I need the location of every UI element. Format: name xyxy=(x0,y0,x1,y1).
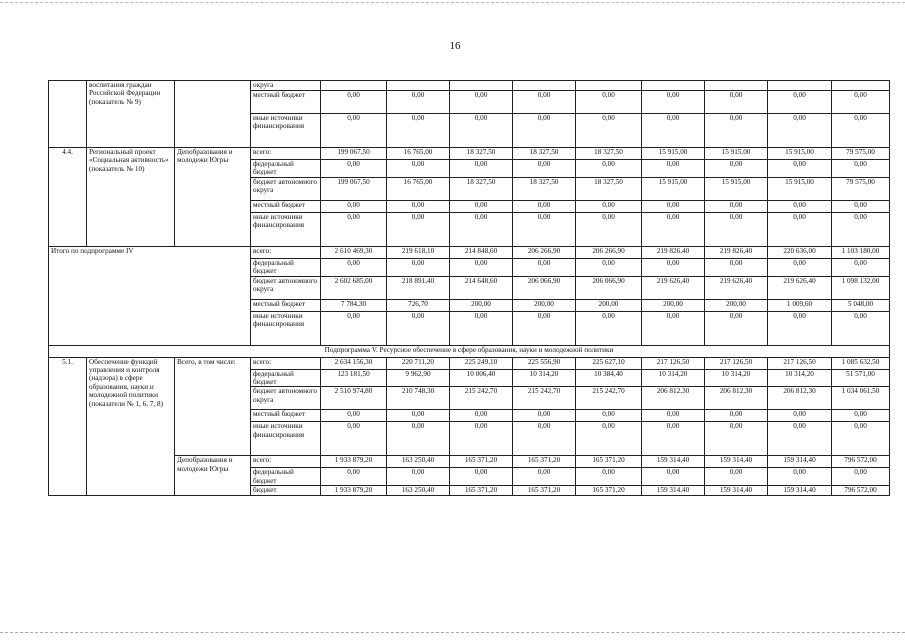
amount-cell: 2 602 685,00 xyxy=(321,276,387,299)
amount-cell: 0,00 xyxy=(321,468,387,486)
amount-cell: 0,00 xyxy=(768,468,832,486)
funding-source: иные источники финансирования xyxy=(251,212,321,246)
item-name: Региональный проект «Социальная активность» (показатель № 10) xyxy=(87,148,175,247)
amount-cell: 123 181,50 xyxy=(321,369,387,387)
amount-cell: 219 626,40 xyxy=(768,276,832,299)
amount-cell: 0,00 xyxy=(576,160,642,178)
amount-cell: 0,00 xyxy=(832,258,890,276)
amount-cell: 0,00 xyxy=(705,200,768,212)
amount-cell: 0,00 xyxy=(387,311,450,345)
amount-cell: 0,00 xyxy=(387,468,450,486)
amount-cell: 0,00 xyxy=(832,91,890,114)
budget-table xyxy=(48,80,890,496)
amount-cell: 16 765,00 xyxy=(387,148,450,160)
amount-cell: 0,00 xyxy=(705,468,768,486)
amount-cell: 0,00 xyxy=(642,200,705,212)
amount-cell: 10 314,20 xyxy=(768,369,832,387)
amount-cell: 0,00 xyxy=(768,410,832,422)
amount-cell: 214 848,60 xyxy=(450,246,513,258)
amount-cell: 15 915,00 xyxy=(705,177,768,200)
subprogram-heading-row xyxy=(49,345,890,357)
amount-cell: 200,00 xyxy=(705,299,768,311)
amount-cell xyxy=(576,81,642,91)
funding-source: бюджет автономного округа xyxy=(251,276,321,299)
amount-cell: 0,00 xyxy=(387,91,450,114)
amount-cell: 219 826,40 xyxy=(705,246,768,258)
responsible-executor: Депобразования и молодежи Югры xyxy=(175,456,251,496)
amount-cell: 0,00 xyxy=(576,212,642,246)
amount-cell: 214 648,60 xyxy=(450,276,513,299)
amount-cell: 0,00 xyxy=(450,91,513,114)
amount-cell: 0,00 xyxy=(387,212,450,246)
amount-cell: 0,00 xyxy=(642,468,705,486)
amount-cell: 0,00 xyxy=(705,258,768,276)
amount-cell: 0,00 xyxy=(705,422,768,456)
amount-cell: 206 812,30 xyxy=(642,387,705,410)
subprogram-title: Подпрограмма V. Ресурсное обеспечение в сфере образования, науки и молодежной политики xyxy=(49,345,890,357)
funding-source: всего: xyxy=(251,246,321,258)
amount-cell: 0,00 xyxy=(321,410,387,422)
amount-cell: 0,00 xyxy=(768,160,832,178)
amount-cell: 165 371,20 xyxy=(513,456,576,468)
amount-cell: 0,00 xyxy=(387,258,450,276)
amount-cell: 215 242,70 xyxy=(450,387,513,410)
amount-cell xyxy=(450,81,513,91)
amount-cell: 0,00 xyxy=(832,468,890,486)
amount-cell: 0,00 xyxy=(321,200,387,212)
amount-cell: 2 610 469,30 xyxy=(321,246,387,258)
amount-cell: 1 085 632,50 xyxy=(832,357,890,369)
amount-cell: 0,00 xyxy=(450,200,513,212)
subtotal-label: Итого по подпрограмме IV xyxy=(49,246,251,345)
amount-cell: 0,00 xyxy=(832,422,890,456)
amount-cell: 159 314,40 xyxy=(768,486,832,496)
amount-cell: 0,00 xyxy=(450,114,513,148)
amount-cell: 215 242,70 xyxy=(513,387,576,410)
funding-source: бюджет автономного округа xyxy=(251,387,321,410)
amount-cell: 0,00 xyxy=(768,91,832,114)
amount-cell: 15 915,00 xyxy=(768,177,832,200)
amount-cell: 0,00 xyxy=(321,91,387,114)
amount-cell: 206 812,30 xyxy=(705,387,768,410)
amount-cell: 796 572,00 xyxy=(832,456,890,468)
amount-cell: 18 327,50 xyxy=(513,177,576,200)
table-row xyxy=(49,246,890,258)
amount-cell: 159 314,40 xyxy=(642,486,705,496)
amount-cell: 225 627,10 xyxy=(576,357,642,369)
amount-cell: 163 250,40 xyxy=(387,486,450,496)
amount-cell: 165 371,20 xyxy=(450,486,513,496)
amount-cell: 0,00 xyxy=(513,114,576,148)
amount-cell: 159 314,40 xyxy=(768,456,832,468)
amount-cell: 206 066,90 xyxy=(513,276,576,299)
amount-cell: 206 812,30 xyxy=(768,387,832,410)
amount-cell: 0,00 xyxy=(321,258,387,276)
amount-cell: 0,00 xyxy=(321,212,387,246)
amount-cell: 199 067,50 xyxy=(321,148,387,160)
amount-cell: 10 006,40 xyxy=(450,369,513,387)
amount-cell: 0,00 xyxy=(705,311,768,345)
item-number: 5.1. xyxy=(49,357,87,496)
amount-cell: 796 572,00 xyxy=(832,486,890,496)
amount-cell: 1 103 180,00 xyxy=(832,246,890,258)
amount-cell: 206 066,90 xyxy=(576,276,642,299)
amount-cell: 165 371,20 xyxy=(576,456,642,468)
funding-source: всего: xyxy=(251,357,321,369)
amount-cell: 165 371,20 xyxy=(576,486,642,496)
amount-cell: 220 636,00 xyxy=(768,246,832,258)
amount-cell: 0,00 xyxy=(576,311,642,345)
item-name: воспитания граждан Российской Федерации (показатель № 9) xyxy=(87,81,175,148)
amount-cell: 0,00 xyxy=(576,91,642,114)
amount-cell xyxy=(832,81,890,91)
funding-source: местный бюджет xyxy=(251,410,321,422)
amount-cell: 219 626,40 xyxy=(705,276,768,299)
funding-source: федеральный бюджет xyxy=(251,468,321,486)
funding-source: всего: xyxy=(251,456,321,468)
amount-cell: 1 933 879,20 xyxy=(321,456,387,468)
amount-cell: 0,00 xyxy=(450,160,513,178)
amount-cell: 0,00 xyxy=(576,114,642,148)
amount-cell: 0,00 xyxy=(387,422,450,456)
amount-cell: 7 784,30 xyxy=(321,299,387,311)
amount-cell: 0,00 xyxy=(576,422,642,456)
amount-cell: 18 327,50 xyxy=(450,148,513,160)
funding-source: местный бюджет xyxy=(251,200,321,212)
amount-cell: 206 266,90 xyxy=(576,246,642,258)
amount-cell: 15 915,00 xyxy=(705,148,768,160)
amount-cell: 0,00 xyxy=(450,468,513,486)
amount-cell: 200,00 xyxy=(642,299,705,311)
amount-cell: 2 510 974,80 xyxy=(321,387,387,410)
amount-cell: 0,00 xyxy=(513,410,576,422)
page-number: 16 xyxy=(449,40,461,52)
amount-cell xyxy=(387,81,450,91)
amount-cell: 0,00 xyxy=(768,311,832,345)
amount-cell xyxy=(513,81,576,91)
amount-cell: 0,00 xyxy=(768,422,832,456)
amount-cell: 0,00 xyxy=(321,311,387,345)
amount-cell: 220 711,20 xyxy=(387,357,450,369)
amount-cell: 0,00 xyxy=(768,114,832,148)
amount-cell: 2 634 156,30 xyxy=(321,357,387,369)
amount-cell: 225 556,90 xyxy=(513,357,576,369)
responsible-executor: Депобразования и молодежи Югры xyxy=(175,148,251,247)
amount-cell: 0,00 xyxy=(576,258,642,276)
amount-cell: 1 034 061,50 xyxy=(832,387,890,410)
scan-top-edge xyxy=(0,2,905,4)
amount-cell: 165 371,20 xyxy=(513,486,576,496)
amount-cell: 0,00 xyxy=(705,114,768,148)
amount-cell: 0,00 xyxy=(642,91,705,114)
amount-cell xyxy=(705,81,768,91)
table-row xyxy=(49,81,890,91)
funding-source: округа xyxy=(251,81,321,91)
amount-cell: 10 314,20 xyxy=(513,369,576,387)
funding-source: бюджет xyxy=(251,486,321,496)
amount-cell: 159 314,40 xyxy=(705,456,768,468)
amount-cell: 159 314,40 xyxy=(705,486,768,496)
amount-cell: 215 242,70 xyxy=(576,387,642,410)
table-row xyxy=(49,357,890,369)
amount-cell: 0,00 xyxy=(513,200,576,212)
scan-bottom-edge xyxy=(0,632,905,634)
amount-cell: 15 915,00 xyxy=(642,148,705,160)
amount-cell: 0,00 xyxy=(576,200,642,212)
amount-cell: 0,00 xyxy=(321,160,387,178)
amount-cell: 217 126,50 xyxy=(768,357,832,369)
item-number: 4.4. xyxy=(49,148,87,247)
funding-source: федеральный бюджет xyxy=(251,160,321,178)
amount-cell: 0,00 xyxy=(705,91,768,114)
amount-cell: 0,00 xyxy=(642,114,705,148)
amount-cell: 0,00 xyxy=(513,422,576,456)
amount-cell: 0,00 xyxy=(513,212,576,246)
table-row xyxy=(49,456,890,468)
amount-cell: 200,00 xyxy=(576,299,642,311)
item-name: Обеспечение функций управления и контроля (надзора) в сфере образования, науки и молодежной политики (показатели № 1, 6, 7, 8) xyxy=(87,357,175,496)
amount-cell xyxy=(642,81,705,91)
amount-cell: 18 327,50 xyxy=(576,148,642,160)
amount-cell: 0,00 xyxy=(832,160,890,178)
amount-cell: 10 314,20 xyxy=(705,369,768,387)
funding-source: федеральный бюджет xyxy=(251,369,321,387)
amount-cell: 51 571,00 xyxy=(832,369,890,387)
amount-cell: 0,00 xyxy=(576,468,642,486)
amount-cell: 79 575,00 xyxy=(832,148,890,160)
amount-cell: 217 126,50 xyxy=(642,357,705,369)
amount-cell: 0,00 xyxy=(832,200,890,212)
amount-cell: 0,00 xyxy=(832,311,890,345)
amount-cell: 0,00 xyxy=(387,114,450,148)
amount-cell: 219 826,40 xyxy=(642,246,705,258)
amount-cell: 726,70 xyxy=(387,299,450,311)
amount-cell: 165 371,20 xyxy=(450,456,513,468)
responsible-executor: Всего, в том числе: xyxy=(175,357,251,456)
amount-cell: 18 327,50 xyxy=(576,177,642,200)
amount-cell: 0,00 xyxy=(642,212,705,246)
amount-cell: 0,00 xyxy=(642,422,705,456)
amount-cell: 0,00 xyxy=(387,160,450,178)
amount-cell: 0,00 xyxy=(513,160,576,178)
amount-cell: 0,00 xyxy=(513,91,576,114)
amount-cell xyxy=(321,81,387,91)
funding-source: всего: xyxy=(251,148,321,160)
amount-cell: 200,00 xyxy=(450,299,513,311)
amount-cell: 9 962,90 xyxy=(387,369,450,387)
amount-cell: 0,00 xyxy=(513,258,576,276)
amount-cell: 159 314,40 xyxy=(642,456,705,468)
amount-cell: 0,00 xyxy=(705,410,768,422)
amount-cell: 200,00 xyxy=(513,299,576,311)
amount-cell: 0,00 xyxy=(642,258,705,276)
funding-source: местный бюджет xyxy=(251,91,321,114)
amount-cell: 218 891,40 xyxy=(387,276,450,299)
amount-cell: 0,00 xyxy=(832,114,890,148)
amount-cell: 15 915,00 xyxy=(768,148,832,160)
amount-cell: 217 126,50 xyxy=(705,357,768,369)
amount-cell: 0,00 xyxy=(642,410,705,422)
amount-cell: 16 765,00 xyxy=(387,177,450,200)
amount-cell: 79 575,00 xyxy=(832,177,890,200)
funding-source: иные источники финансирования xyxy=(251,422,321,456)
amount-cell xyxy=(768,81,832,91)
amount-cell: 10 384,40 xyxy=(576,369,642,387)
funding-source: иные источники финансирования xyxy=(251,311,321,345)
amount-cell: 0,00 xyxy=(450,410,513,422)
funding-source: федеральный бюджет xyxy=(251,258,321,276)
amount-cell: 15 915,00 xyxy=(642,177,705,200)
amount-cell: 18 327,50 xyxy=(513,148,576,160)
amount-cell: 219 618,10 xyxy=(387,246,450,258)
amount-cell: 0,00 xyxy=(832,212,890,246)
amount-cell: 0,00 xyxy=(576,410,642,422)
amount-cell: 0,00 xyxy=(768,212,832,246)
funding-source: иные источники финансирования xyxy=(251,114,321,148)
amount-cell: 1 933 879,20 xyxy=(321,486,387,496)
amount-cell: 0,00 xyxy=(768,258,832,276)
amount-cell: 219 626,40 xyxy=(642,276,705,299)
table-row xyxy=(49,148,890,160)
amount-cell: 0,00 xyxy=(450,258,513,276)
amount-cell: 163 250,40 xyxy=(387,456,450,468)
amount-cell: 0,00 xyxy=(450,212,513,246)
amount-cell: 0,00 xyxy=(832,410,890,422)
amount-cell: 0,00 xyxy=(450,311,513,345)
amount-cell: 0,00 xyxy=(642,160,705,178)
amount-cell: 0,00 xyxy=(513,468,576,486)
amount-cell: 206 266,90 xyxy=(513,246,576,258)
amount-cell: 10 314,20 xyxy=(642,369,705,387)
responsible-executor xyxy=(175,81,251,148)
amount-cell: 18 327,50 xyxy=(450,177,513,200)
amount-cell: 1 098 132,00 xyxy=(832,276,890,299)
amount-cell: 0,00 xyxy=(321,114,387,148)
funding-source: бюджет автономного округа xyxy=(251,177,321,200)
amount-cell: 5 048,00 xyxy=(832,299,890,311)
amount-cell: 0,00 xyxy=(705,160,768,178)
funding-source: местный бюджет xyxy=(251,299,321,311)
amount-cell: 199 067,50 xyxy=(321,177,387,200)
amount-cell: 0,00 xyxy=(387,410,450,422)
amount-cell: 0,00 xyxy=(450,422,513,456)
amount-cell: 0,00 xyxy=(705,212,768,246)
amount-cell: 1 009,60 xyxy=(768,299,832,311)
amount-cell: 0,00 xyxy=(642,311,705,345)
amount-cell: 0,00 xyxy=(321,422,387,456)
amount-cell: 225 249,10 xyxy=(450,357,513,369)
amount-cell: 0,00 xyxy=(513,311,576,345)
amount-cell: 0,00 xyxy=(768,200,832,212)
amount-cell: 0,00 xyxy=(387,200,450,212)
amount-cell: 210 748,30 xyxy=(387,387,450,410)
item-number xyxy=(49,81,87,148)
